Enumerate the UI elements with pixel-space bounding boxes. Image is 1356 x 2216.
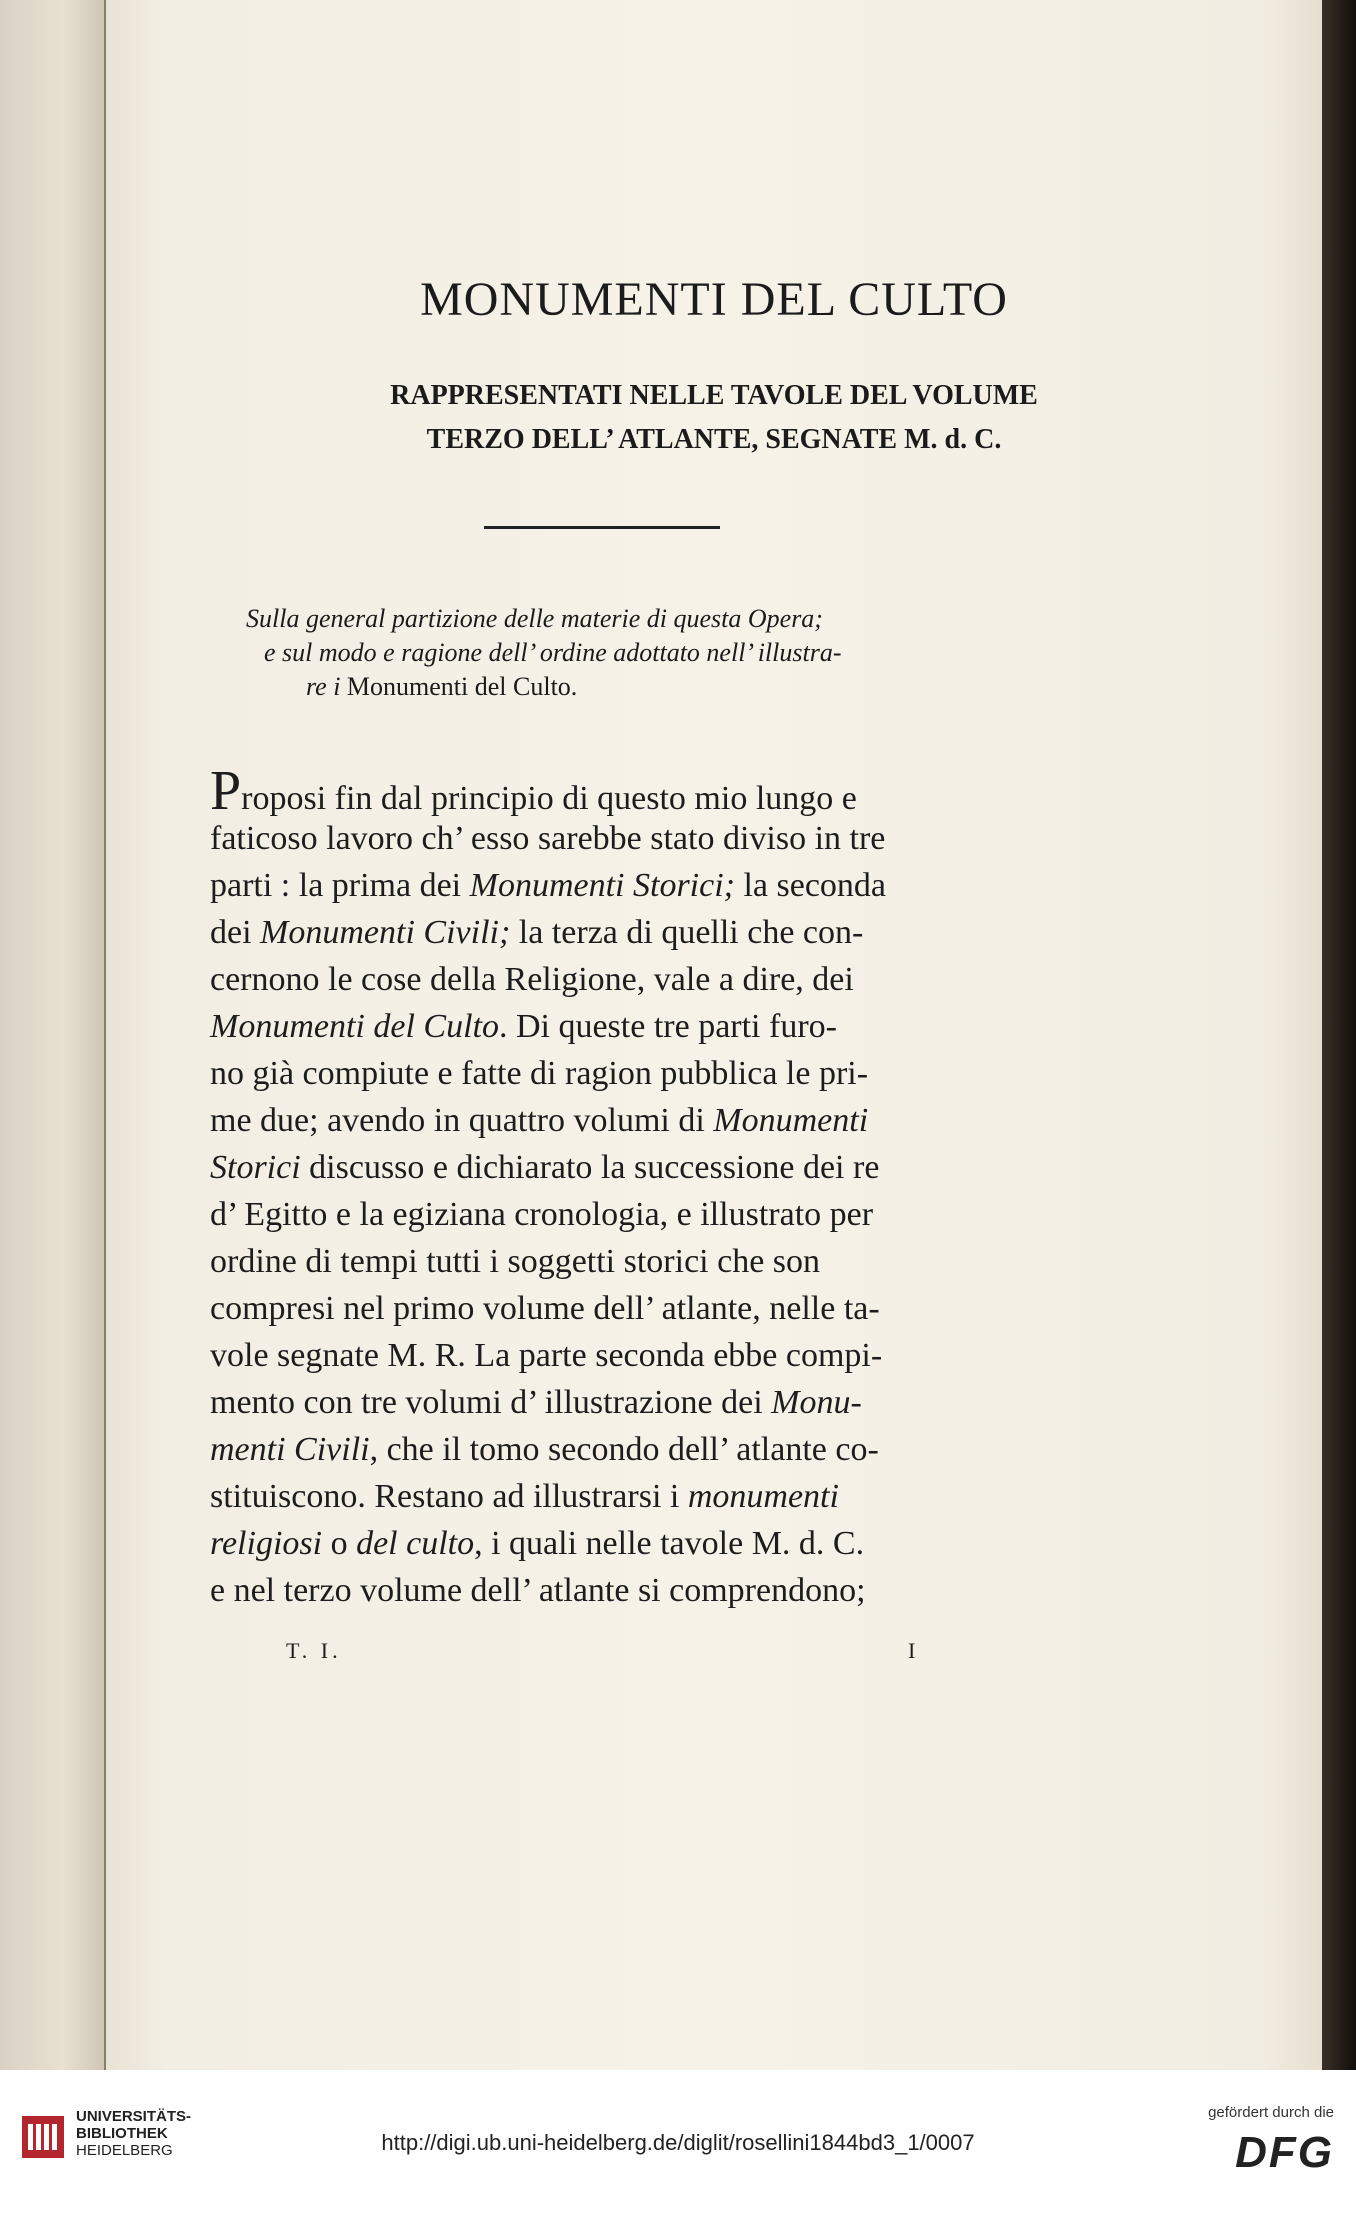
book-spine: [1322, 0, 1356, 2070]
body-line-17: religiosi o del culto, i quali nelle tavole M. d. C.: [210, 1525, 865, 1562]
body-line-5: cernono le cose della Religione, vale a dire, dei: [210, 961, 854, 998]
body-line-11: ordine di tempi tutti i soggetti storici che son: [210, 1243, 821, 1280]
body-line-9: Storici discusso e dichiarato la successione dei re: [210, 1149, 880, 1186]
funding-note: gefördert durch die: [1208, 2104, 1334, 2121]
body-line-13: vole segnate M. R. La parte seconda ebbe compi-: [210, 1337, 883, 1374]
library-footer-bar: [0, 2070, 1356, 2216]
body-line-16: stituiscono. Restano ad illustrarsi i monumenti: [210, 1478, 839, 1515]
summary-line-3: [306, 672, 1206, 702]
previous-page-edge: [0, 0, 106, 2070]
permalink-url[interactable]: http://digi.ub.uni-heidelberg.de/diglit/rosellini1844bd3_1/0007: [381, 2130, 975, 2155]
dfg-logo: DFG: [1235, 2128, 1334, 2177]
subtitle-line-1: RAPPRESENTATI NELLE TAVOLE DEL VOLUME: [390, 380, 1038, 411]
gathering-number: I: [908, 1638, 916, 1663]
page-title: MONUMENTI DEL CULTO: [420, 273, 1008, 326]
body-line-7: no già compiute e fatte di ragion pubblica le pri-: [210, 1055, 869, 1092]
body-line-4: dei Monumenti Civili; la terza di quelli che con-: [210, 914, 864, 951]
library-name: UNIVERSITÄTS- BIBLIOTHEK HEIDELBERG: [76, 2108, 192, 2159]
body-line-2: faticoso lavoro ch’ esso sarebbe stato diviso in tre: [210, 820, 886, 857]
drop-cap: P: [210, 760, 242, 822]
summary-line-1: Sulla general partizione delle materie di questa Opera;: [246, 604, 823, 633]
signature-mark: T. I.: [286, 1638, 342, 1663]
body-paragraph: [210, 760, 1100, 1614]
summary-line-2: e sul modo e ragione dell’ ordine adottato nell’ illustra-: [264, 638, 842, 667]
body-line-15: menti Civili, che il tomo secondo dell’ atlante co-: [210, 1431, 879, 1468]
body-line-18: e nel terzo volume dell’ atlante si comprendono;: [210, 1572, 866, 1609]
summary-line-3-italic: re i: [306, 672, 341, 701]
book-page: [106, 0, 1322, 2070]
body-line-14: mento con tre volumi d’ illustrazione dei Monu-: [210, 1384, 862, 1421]
body-line-1: Proposi fin dal principio di questo mio lungo e: [210, 760, 857, 822]
divider-rule: [484, 526, 720, 529]
subtitle-line-2: TERZO DELL’ ATLANTE, SEGNATE M. d. C.: [426, 424, 1002, 455]
summary-line-3-normal: Monumenti del Culto.: [346, 672, 578, 701]
body-line-3: parti : la prima dei Monumenti Storici; la seconda: [210, 867, 887, 904]
body-line-10: d’ Egitto e la egiziana cronologia, e illustrato per: [210, 1196, 874, 1233]
body-line-12: compresi nel primo volume dell’ atlante, nelle ta-: [210, 1290, 880, 1327]
body-line-8: me due; avendo in quattro volumi di Monumenti: [210, 1102, 869, 1139]
body-line-6: Monumenti del Culto. Di queste tre parti furo-: [210, 1008, 837, 1045]
